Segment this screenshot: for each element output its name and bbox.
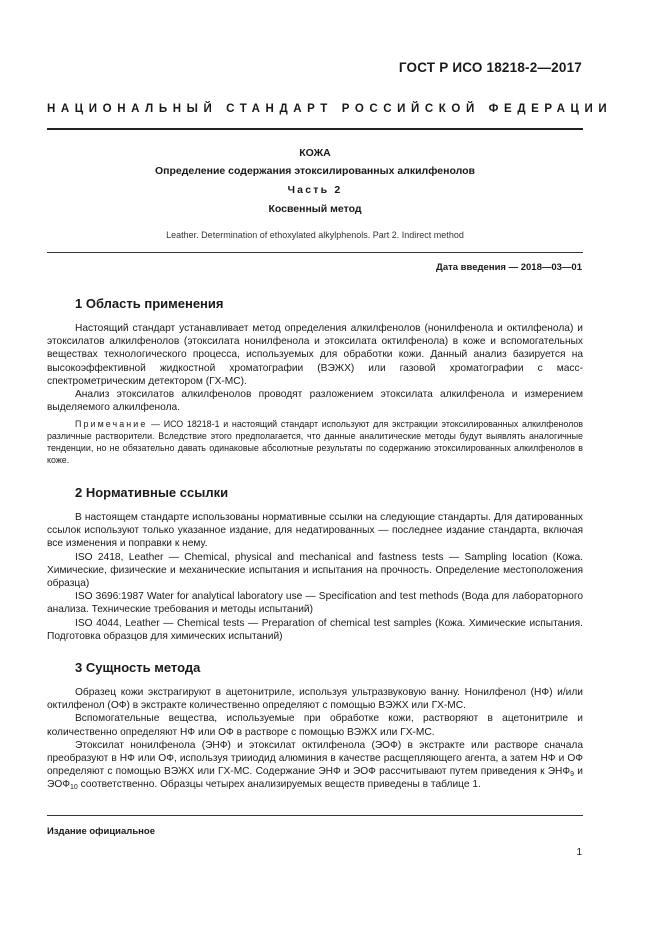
paragraph: Вспомогательные вещества, используемые при обработке кожи, растворяют в ацетонитриле и количественно определяют НФ или ОФ в растворе с помощью ВЭЖХ или ГХ-МС. [47,713,583,738]
subscript: 10 [70,784,78,792]
title-name: Определение содержания этоксилированных алкилфенолов [154,165,476,177]
text-run: Этоксилат нонилфенола (ЭНФ) и этоксилат октилфенола (ЭОФ) в экстракте или растворе сначала преобразуют в НФ или ОФ, используя трииодид алюминия в качестве расщепляющего агента, а затем НФ и ОФ определяют с помощью ВЭЖХ или ГХ-МС. Содержание ЭНФ и ЭОФ рассчитывают путем приведения к ЭНФ [47,739,583,778]
subscript: 9 [570,771,575,779]
page-number: 1 [576,847,582,858]
title-rule [47,252,583,253]
note [47,419,583,466]
title-subject: КОЖА [299,147,331,159]
paragraph: В настоящем стандарте использованы нормативные ссылки на следующие стандарты. Для датированных ссылок используют только указанное издание, для недатированных — последнее издание стандарта, включая все изменения и поправки к нему. [47,512,583,550]
section-heading: 3 Сущность метода [75,660,201,675]
title-english: Leather. Determination of ethoxylated alkylphenols. Part 2. Indirect method [166,230,464,240]
footer-rule [47,815,583,816]
section-normative-references [47,485,583,643]
national-standard-banner: НАЦИОНАЛЬНЫЙ СТАНДАРТ РОССИЙСКОЙ ФЕДЕРАЦИИ [47,103,613,115]
note-text: — ИСО 18218-1 и настоящий стандарт используют для экстракции этоксилированных алкилфенолов различные растворители. Вследствие этого предполагается, что данные аналитические методы будут выявлять аналогичные тенденции, но не обязательно давать одинаковые абсолютные результаты по содержанию этоксилированных алкилфенолов в коже. [47,419,583,465]
paragraph [47,739,583,792]
reference-item: ISO 3696:1987 Water for analytical laboratory use — Specification and test methods (Вода для лабораторного анализа. Технические требования и методы испытаний) [47,591,583,616]
paragraph: Настоящий стандарт устанавливает метод определения алкилфенолов (нонилфенола и октилфенола) и этоксилатов алкилфенолов (этоксилата нонилфенола и этоксилата октилфенола) в коже и вспомогательных веществах технологического процесса, используемых для обработки кожи. Данный анализ базируется на высокоэффективной жидкостной хроматографии (ВЭЖХ) или газовой хроматографии с масс-спектрометрическим детектором (ГХ-МС). [47,323,583,387]
note-label: Примечание [75,419,148,430]
paragraph: Анализ этоксилатов алкилфенолов проводят разложением этоксилата алкилфенола и измерением выделяемого алкилфенола. [47,389,583,414]
title-part: Часть 2 [287,184,343,196]
section-heading: 2 Нормативные ссылки [75,485,229,500]
reference-item: ISO 2418, Leather — Chemical, physical and mechanical and fastness tests — Sampling location (Кожа. Химические, физические и механические испытания и испытания на прочность. Определение местоположения образца) [47,551,583,590]
section-scope [47,296,583,466]
reference-item: ISO 4044, Leather — Chemical tests — Preparation of chemical test samples (Кожа. Химические испытания. Подготовка образцов для химических испытаний) [47,617,583,642]
introduction-date: Дата введения — 2018—03—01 [436,262,582,273]
header-rule [47,128,583,130]
text-run: соответственно. Образцы четырех анализируемых веществ приведены в таблице 1. [77,779,481,791]
paragraph: Образец кожи экстрагируют в ацетонитриле, используя ультразвуковую ванну. Нонилфенол (НФ) и/или октилфенол (ОФ) в экстракте количественно определяют с помощью ВЭЖХ или ГХ-МС. [47,687,583,712]
official-edition-label: Издание официальное [47,826,155,837]
document-code: ГОСТ Р ИСО 18218-2—2017 [398,60,582,75]
section-heading: 1 Область применения [75,296,224,311]
section-principle [47,660,583,792]
title-method: Косвенный метод [268,203,362,215]
text-run: и ЭОФ [47,766,583,791]
